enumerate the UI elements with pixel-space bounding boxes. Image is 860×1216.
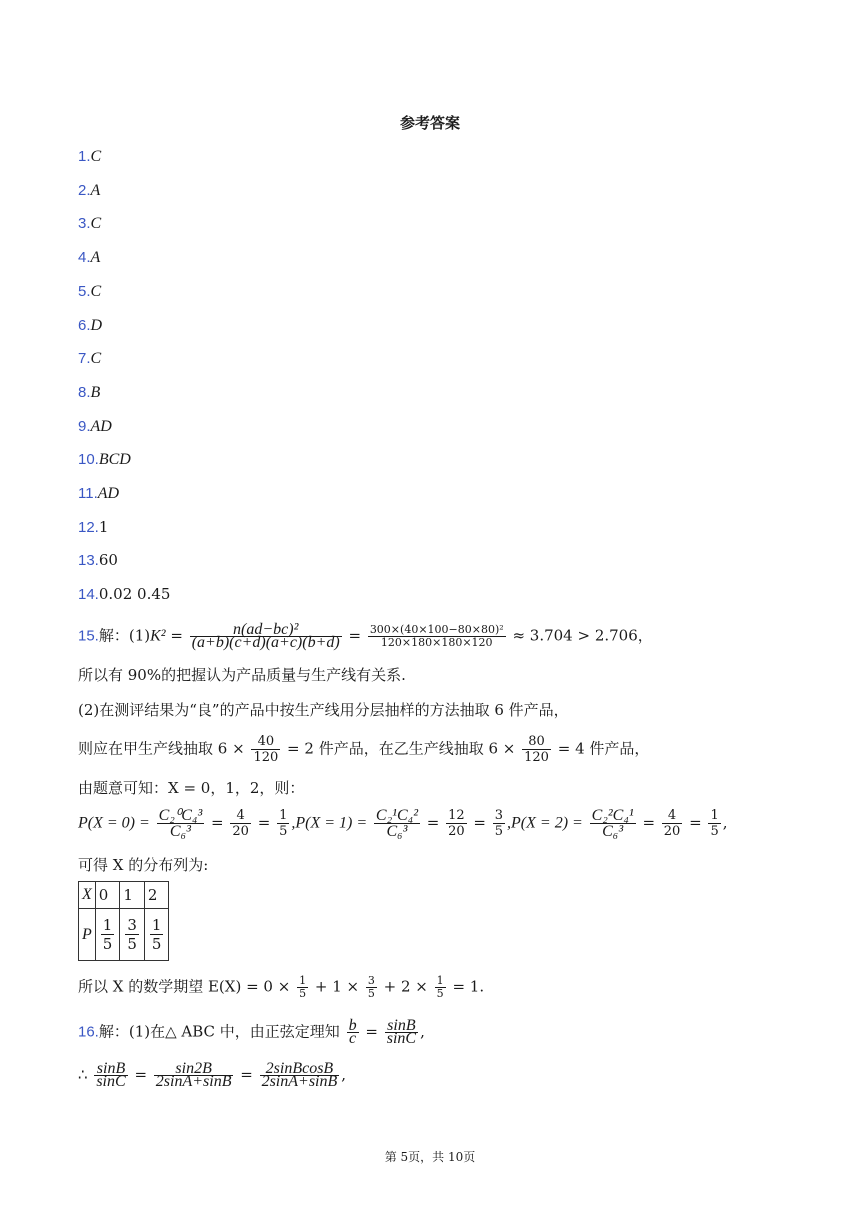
fraction: $\frac{1}{5}$	[299, 974, 307, 1000]
question-number: 4.	[78, 249, 91, 266]
q16-line1: 16.解：(1)在△ ABC 中，由正弦定理知 $\frac{b}{c}$ = $\frac{\sin B}{\sin C}$ ,	[78, 1017, 425, 1047]
fraction: $\frac{\text{C₂¹C₄²}}{\text{C₆³}}$	[375, 807, 418, 840]
fraction: $\frac{4}{20}$	[232, 808, 249, 839]
question-number: 11.	[78, 485, 98, 502]
fraction: $\frac{\sin 2B}{2\sin A+\sin B}$	[155, 1060, 232, 1090]
question-number: 8.	[78, 384, 91, 401]
answer-item	[78, 348, 101, 369]
fraction: $\frac{\text{300×(40×100−80×80)²}}{120\times 180\times 180\times 120}$	[369, 623, 504, 649]
question-number: 1.	[78, 148, 91, 165]
answer-item	[78, 382, 100, 403]
answer-value: C	[90, 215, 102, 232]
fraction: $\frac{12}{20}$	[448, 808, 465, 839]
fraction: $\frac{\text{C₂²C₄¹}}{\text{C₆³}}$	[591, 807, 634, 840]
fraction: $\frac{\text{2sinBcosB}}{2\sin A+\sin B}$	[261, 1060, 338, 1090]
fraction: $\frac{80}{120}$	[524, 734, 549, 765]
q15-line7: 可得 X 的分布列为:	[78, 856, 209, 874]
question-number: 15.	[78, 627, 99, 645]
question-number: 7.	[78, 350, 91, 367]
answer-item	[78, 550, 118, 571]
answer-value: A	[90, 249, 101, 266]
q15-probabilities: P(X = 0) = $\frac{\text{C₂⁰C₄³}}{\text{C₆³}}$ = $\frac{4}{20}$ = $\frac{1}{5}$ ,P(X = 1) = $\frac{\text{C₂¹C₄²}}{\text{C₆³}}$ = $\frac{12}{20}$ = $\frac{3}{5}$ ,P(X = 2) = $\frac{\text{C₂²C₄¹}}{\text{C₆³}}$ = $\frac{4}{20}$ = $\frac{1}{5}$ ,	[78, 807, 728, 840]
table-row: X 0 1 2	[79, 882, 169, 909]
answer-item	[78, 416, 112, 437]
answer-value: BCD	[98, 451, 131, 468]
answer-value: 1	[98, 518, 109, 536]
question-number: 2.	[78, 182, 91, 199]
table-row: P $\frac{1}{5}$ $\frac{3}{5}$ $\frac{1}{5}$	[79, 909, 169, 961]
answer-item	[78, 584, 170, 605]
answer-item	[78, 213, 101, 234]
fraction: $\frac{\sin B}{\sin C}$	[96, 1060, 126, 1090]
answer-item	[78, 517, 108, 538]
q15-line2: 所以有 90%的把握认为产品质量与生产线有关系.	[78, 666, 406, 684]
answer-value: AD	[97, 485, 120, 502]
q15-line3: (2)在测评结果为“良”的产品中按生产线用分层抽样的方法抽取 6 件产品，	[78, 701, 569, 719]
answer-value: 0.02 0.45	[98, 585, 171, 603]
question-number: 10.	[78, 451, 99, 468]
q15-line4: 则应在甲生产线抽取 6 × $\frac{40}{120}$ = 2 件产品，在乙生产线抽取 6 × $\frac{80}{120}$ = 4 件产品，	[78, 734, 650, 765]
q15-line5: 由题意可知：X = 0，1，2，则：	[78, 779, 305, 797]
q16-line2: ∴ $\frac{\sin B}{\sin C}$ = $\frac{\sin 2B}{2\sin A+\sin B}$ = $\frac{\text{2sinBcosB}}{2\sin A+\sin B}$ ,	[78, 1060, 347, 1090]
question-number: 12.	[78, 519, 99, 536]
question-number: 16.	[78, 1023, 99, 1041]
answer-item	[78, 146, 101, 167]
answer-item	[78, 180, 100, 201]
question-number: 5.	[78, 283, 91, 300]
question-number: 9.	[78, 418, 91, 435]
answer-value: A	[90, 182, 101, 199]
q15-expectation: 所以 X 的数学期望 E(X) = 0 × $\frac{1}{5}$ + 1 × $\frac{3}{5}$ + 2 × $\frac{1}{5}$ = 1.	[78, 974, 485, 1000]
fraction: $\frac{3}{5}$	[494, 808, 504, 839]
fraction: $\frac{\text{C₂⁰C₄³}}{\text{C₆³}}$	[158, 807, 203, 840]
page-title: 参考答案	[399, 114, 460, 132]
answer-item	[78, 449, 131, 470]
page-footer: 第 5页，共 10页	[384, 1150, 476, 1164]
answer-item	[78, 247, 100, 268]
answer-item	[78, 483, 119, 504]
answer-value: C	[90, 283, 102, 300]
fraction: $\frac{b}{c}$	[348, 1017, 357, 1047]
answer-value: D	[90, 317, 103, 334]
answer-item	[78, 315, 102, 336]
fraction: $\frac{\text{n(ad−bc)²}}{(a+b)(c+d)(a+c)(b+d)}$	[191, 621, 340, 651]
fraction: $\frac{1}{5}$	[710, 808, 719, 839]
question-number: 6.	[78, 317, 91, 334]
fraction: $\frac{40}{120}$	[253, 734, 279, 765]
answer-value: 60	[98, 551, 118, 569]
fraction: $\frac{3}{5}$	[367, 974, 375, 1000]
q15-line1: 15.解：(1)K² = $\frac{\text{n(ad−bc)²}}{(a+b)(c+d)(a+c)(b+d)}$ = $\frac{\text{300×(40×100−80×80)²}}{120\times 180\times 180\times 120}$ ≈ 3.704 > 2.706，	[78, 621, 653, 651]
question-number: 3.	[78, 215, 91, 232]
question-number: 14.	[78, 586, 99, 603]
distribution-table	[78, 881, 169, 961]
fraction: $\frac{1}{5}$	[436, 974, 444, 1000]
answer-value: C	[90, 350, 102, 367]
fraction: $\frac{4}{20}$	[663, 808, 681, 839]
answer-value: AD	[90, 418, 112, 435]
question-number: 13.	[78, 552, 99, 569]
answer-value: B	[90, 384, 101, 401]
answer-value: C	[90, 148, 102, 165]
answer-item	[78, 281, 101, 302]
fraction: $\frac{1}{5}$	[279, 808, 288, 839]
fraction: $\frac{\sin B}{\sin C}$	[386, 1017, 417, 1047]
